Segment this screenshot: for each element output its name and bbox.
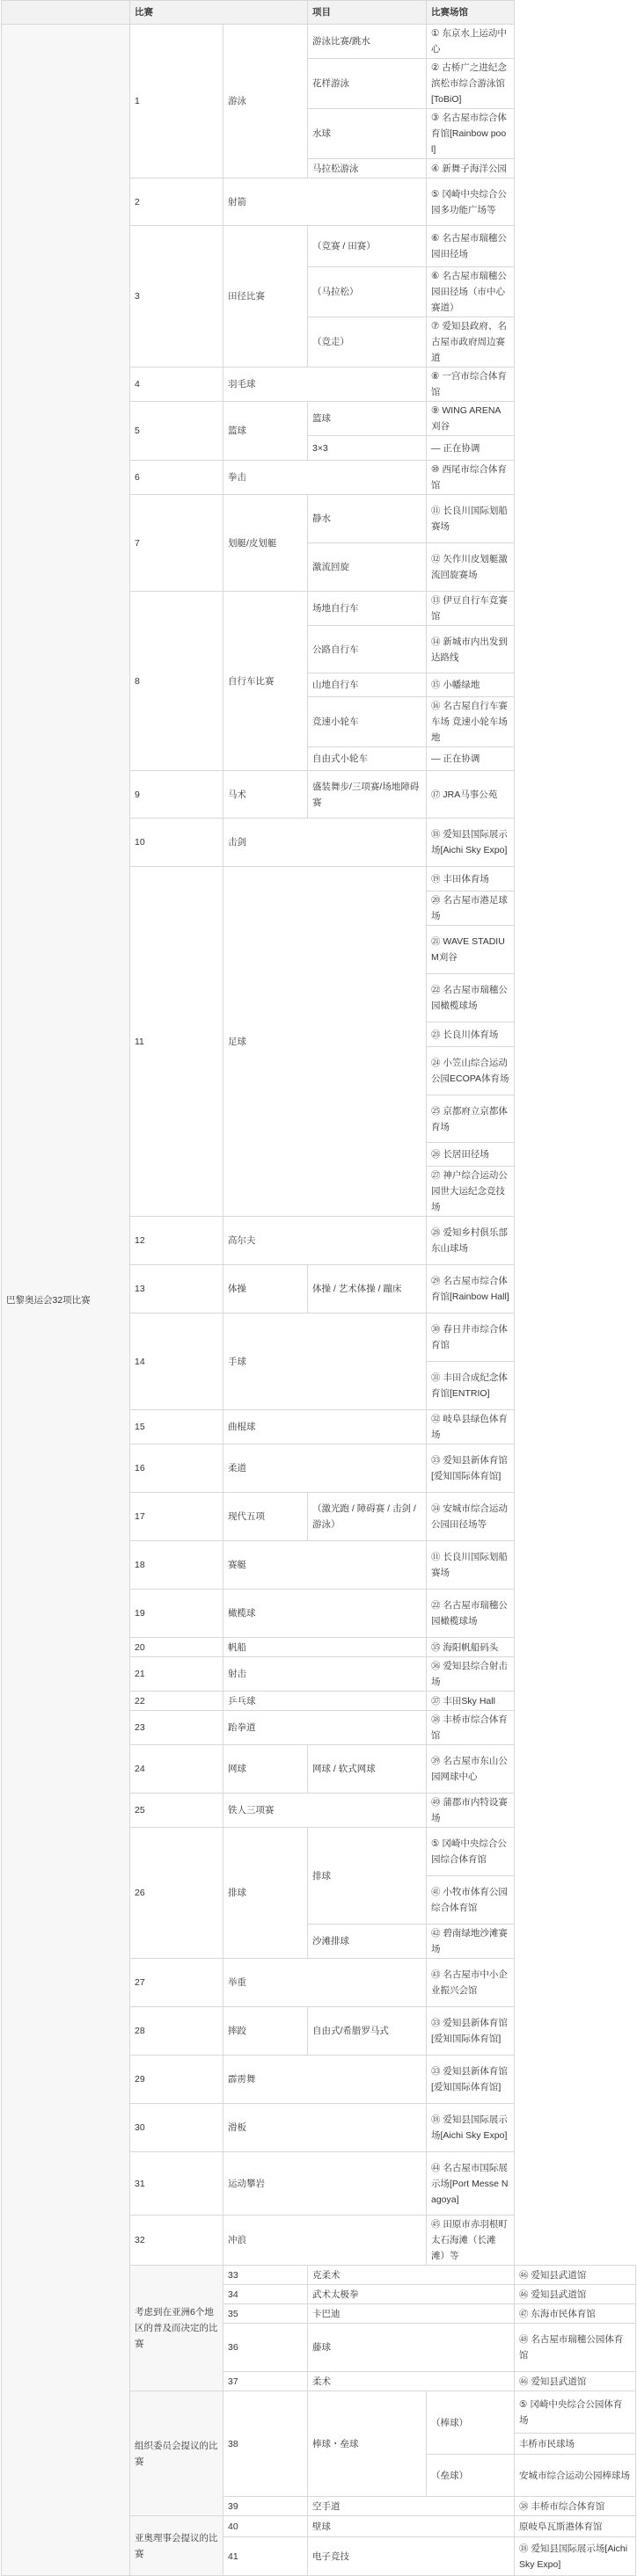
venue: ㊻ 爱知县武道馆 [515,2372,636,2391]
venue: ㊽ 名古屋市瑞穗公园体育馆 [515,2324,636,2372]
venue: ㉘ 爱知乡村俱乐部东山球场 [427,1217,515,1265]
sport-number: 33 [223,2266,308,2285]
sport-number: 34 [223,2285,308,2304]
sport-number: 28 [130,2007,223,2056]
sport-name: 运动攀岩 [223,2152,427,2216]
sport-number: 22 [130,1692,223,1711]
sport-name: 击剑 [223,819,427,867]
event-name: 游泳比赛/跳水 [308,25,427,59]
event-name: 静水 [308,495,427,543]
venue: 原岐阜瓦斯港体育馆 [515,2516,636,2537]
sport-number: 24 [130,1745,223,1794]
venue: ㊷ 碧南绿地沙滩赛场 [427,1925,515,1959]
sport-name: 电子竞技 [308,2537,515,2576]
sport-name: 现代五项 [223,1493,308,1541]
sport-number: 6 [130,461,223,495]
venue: ⑥ 名古屋市瑞穗公园田径场（市中心赛道） [427,267,515,317]
sport-number: 16 [130,1444,223,1493]
sport-name: 体操 [223,1265,308,1313]
sport-number: 26 [130,1828,223,1959]
sport-name: 网球 [223,1745,308,1794]
sport-number: 8 [130,592,223,771]
sport-name: 卡巴迪 [308,2304,515,2324]
sport-number: 29 [130,2056,223,2104]
sport-number: 9 [130,771,223,819]
venue: ㉝ 爱知县新体育馆[爱知国际体育馆] [427,1444,515,1493]
sport-number: 30 [130,2104,223,2152]
sport-name: 棒球・垒球 [308,2391,427,2497]
event-name: 盛装舞步/三项赛/场地障碍赛 [308,771,427,819]
event-name: 马拉松游泳 [308,159,427,178]
venue: ⑧ 一宫市综合体育馆 [427,367,515,402]
venue: ㊸ 名古屋市中小企业振兴会馆 [427,1959,515,2007]
venue: ㉙ 名古屋市综合体育馆[Rainbow Hall] [427,1265,515,1313]
venue: ② 古桥广之进纪念滨松市综合游泳馆[ToBiO] [427,59,515,109]
venue: ⑱ 爱知县国际展示场[Aichi Sky Expo] [515,2537,636,2576]
event-name: 排球 [308,1828,427,1925]
sport-name: 壁球 [308,2516,515,2537]
event-name: 竞速小轮车 [308,697,427,747]
sport-name: 田径比赛 [223,226,308,367]
sport-name: 射击 [223,1657,427,1692]
group-asia: 考虑到在亚洲6个地区的普及而决定的比赛 [130,2266,223,2391]
event-name: 山地自行车 [308,673,427,697]
sport-name: 跆拳道 [223,1711,427,1745]
venue: ㊳ 丰桥市综合体育馆 [515,2497,636,2516]
sport-name: 自行车比赛 [223,592,308,771]
venue: ㉒ 名古屋市瑞穗公园橄榄球场 [427,974,515,1022]
sport-number: 37 [223,2372,308,2391]
sport-name: 橄榄球 [223,1590,427,1638]
venue: ㊻ 爱知县武道馆 [515,2285,636,2304]
venue: ㊱ 爱知县综合射击场 [427,1657,515,1692]
event-name: （棒球） [427,2391,515,2455]
sport-name: 滑板 [223,2104,427,2152]
sport-name: 摔跤 [223,2007,308,2056]
venue: ㊹ 名古屋市国际展示场[Port Messe Nagoya] [427,2152,515,2216]
venue: ⑳ 名古屋市港足球场 [427,891,515,926]
venue: ㉝ 爱知县新体育馆[爱知国际体育馆] [427,2056,515,2104]
sport-name: 划艇/皮划艇 [223,495,308,592]
event-name: （马拉松） [308,267,427,317]
venue: ㉕ 京都府立京都体育场 [427,1095,515,1143]
event-name: 公路自行车 [308,626,427,673]
header-event: 项目 [308,1,427,25]
venue: — 正在协调 [427,747,515,771]
venue: ㊺ 田原市赤羽根町太石海滩（长滩滩）等 [427,2216,515,2266]
event-name: （垒球） [427,2455,515,2497]
header-row [2,1,636,25]
header-venue: 比赛场馆 [427,1,515,25]
venue: — 正在协调 [427,436,515,461]
venue: ㉒ 名古屋市瑞穗公园橄榄球场 [427,1590,515,1638]
event-name: 自由式/希腊罗马式 [308,2007,427,2056]
sport-number: 32 [130,2216,223,2266]
sport-name: 空手道 [308,2497,515,2516]
venue: ⑨ WING ARENA刈谷 [427,402,515,436]
venue: ⑮ 小幡绿地 [427,673,515,697]
event-name: 3×3 [308,436,427,461]
sport-name: 曲棍球 [223,1410,427,1444]
venue: ㉔ 小笠山综合运动公园ECOPA体育场 [427,1047,515,1095]
venue: ④ 新舞子海洋公园 [427,159,515,178]
venue: ⑤ 冈崎中央综合公园综合体育馆 [427,1828,515,1876]
event-name: 场地自行车 [308,592,427,626]
sport-name: 藤球 [308,2324,515,2372]
sport-number: 19 [130,1590,223,1638]
sports-venues-table [1,0,636,2576]
venue: ㉜ 岐阜县绿色体育场 [427,1410,515,1444]
venue: ⑩ 西尾市综合体育馆 [427,461,515,495]
sport-number: 39 [223,2497,308,2516]
venue: ⑭ 新城市内出发到达路线 [427,626,515,673]
table-row [2,25,636,59]
event-name: 篮球 [308,402,427,436]
sport-name: 武术太极拳 [308,2285,515,2304]
venue: ㉓ 长良川体育场 [427,1022,515,1047]
sport-number: 3 [130,226,223,367]
venue: ㊻ 爱知县武道馆 [515,2266,636,2285]
venue: ⑯ 名古屋自行车赛车场 竞速小轮车场地 [427,697,515,747]
sport-name: 游泳 [223,25,308,178]
sport-name: 冲浪 [223,2216,427,2266]
sport-number: 35 [223,2304,308,2324]
venue: ㉖ 长居田径场 [427,1143,515,1167]
event-name: 自由式小轮车 [308,747,427,771]
group-oca: 亚奥理事会提议的比赛 [130,2516,223,2576]
venue: ㉝ 爱知县新体育馆[爱知国际体育馆] [427,2007,515,2056]
sport-number: 40 [223,2516,308,2537]
sport-name: 乒乓球 [223,1692,427,1711]
sport-name: 篮球 [223,402,308,461]
event-name: （竞赛 / 田赛） [308,226,427,267]
sport-name: 柔道 [223,1444,427,1493]
venue: ③ 名古屋市综合体育馆[Rainbow pool] [427,109,515,159]
venue: 丰桥市民球场 [515,2434,636,2455]
venue: ⑰ JRA马事公苑 [427,771,515,819]
group-organizer: 组织委员会提议的比赛 [130,2391,223,2516]
venue: 安城市综合运动公园棒球场 [515,2455,636,2497]
sport-number: 23 [130,1711,223,1745]
sport-name: 高尔夫 [223,1217,427,1265]
sport-number: 14 [130,1313,223,1410]
event-name: 体操 / 艺术体操 / 蹦床 [308,1265,427,1313]
sport-number: 20 [130,1638,223,1657]
venue: ㉛ 丰田合成纪念体育馆[ENTRIO] [427,1362,515,1410]
venue: ① 东京水上运动中心 [427,25,515,59]
sport-number: 5 [130,402,223,461]
sport-number: 12 [130,1217,223,1265]
sport-number: 13 [130,1265,223,1313]
sport-name: 铁人三项赛 [223,1794,427,1828]
sport-name: 马术 [223,771,308,819]
sport-name: 举重 [223,1959,427,2007]
venue: ㉚ 春日井市综合体育馆 [427,1313,515,1362]
event-name: （激光跑 / 障碍赛 / 击剑 / 游泳） [308,1493,427,1541]
venue: ⑱ 爱知县国际展示场[Aichi Sky Expo] [427,2104,515,2152]
venue: ㊲ 丰田Sky Hall [427,1692,515,1711]
sport-number: 7 [130,495,223,592]
event-name: 水球 [308,109,427,159]
event-name: 沙滩排球 [308,1925,427,1959]
sport-name: 帆船 [223,1638,427,1657]
sport-name: 羽毛球 [223,367,427,402]
venue: ⑫ 矢作川皮划艇激流回旋赛场 [427,543,515,592]
sport-number: 36 [223,2324,308,2372]
event-name: 花样游泳 [308,59,427,109]
venue: ⑪ 长良川国际划船赛场 [427,1541,515,1590]
venue: ㉑ WAVE STADIUM刈谷 [427,926,515,974]
venue: ㊳ 丰桥市综合体育馆 [427,1711,515,1745]
sport-name: 射箭 [223,178,427,226]
sport-number: 21 [130,1657,223,1692]
sport-number: 2 [130,178,223,226]
sport-number: 17 [130,1493,223,1541]
sport-name: 足球 [223,867,427,1217]
sport-number: 11 [130,867,223,1217]
venue: ⑥ 名古屋市瑞穗公园田径场 [427,226,515,267]
venue: ㊵ 蒲郡市内特设赛场 [427,1794,515,1828]
venue: ㊶ 小牧市体育公园综合体育馆 [427,1876,515,1925]
venue: ㉗ 神户综合运动公园世大运纪念竞技场 [427,1167,515,1217]
sport-number: 25 [130,1794,223,1828]
sport-name: 拳击 [223,461,427,495]
sport-name: 柔术 [308,2372,515,2391]
sport-number: 4 [130,367,223,402]
sport-number: 41 [223,2537,308,2576]
sport-number: 10 [130,819,223,867]
venue: ⑲ 丰田体育场 [427,867,515,891]
event-name: 激流回旋 [308,543,427,592]
sport-number: 31 [130,2152,223,2216]
sport-name: 手球 [223,1313,427,1410]
venue: ⑤ 冈崎中央综合公园多功能广场等 [427,178,515,226]
venue: ⑦ 爱知县政府、名古屋市政府周边赛道 [427,317,515,367]
venue: ⑬ 伊豆自行车竞赛馆 [427,592,515,626]
venue: ⑪ 长良川国际划船赛场 [427,495,515,543]
sport-number: 1 [130,25,223,178]
sport-name: 赛艇 [223,1541,427,1590]
header-sport: 比赛 [130,1,308,25]
header-category [2,1,130,25]
venue: ⑱ 爱知县国际展示场[Aichi Sky Expo] [427,819,515,867]
sport-number: 27 [130,1959,223,2007]
venue: ㊴ 名古屋市东山公园网球中心 [427,1745,515,1794]
venue: ㊼ 东海市民体育馆 [515,2304,636,2324]
venue: ㉞ 安城市综合运动公园田径场等 [427,1493,515,1541]
event-name: （竞走） [308,317,427,367]
sport-number: 18 [130,1541,223,1590]
sport-number: 38 [223,2391,308,2497]
sport-name: 克柔术 [308,2266,515,2285]
sport-number: 15 [130,1410,223,1444]
sport-name: 排球 [223,1828,308,1959]
event-name: 网球 / 软式网球 [308,1745,427,1794]
sport-name: 霹雳舞 [223,2056,427,2104]
group-paris-32: 巴黎奥运会32项比赛 [2,25,130,2576]
venue: ㉟ 海阳帆船码头 [427,1638,515,1657]
venue: ⑤ 冈崎中央综合公园体育场 [515,2391,636,2434]
